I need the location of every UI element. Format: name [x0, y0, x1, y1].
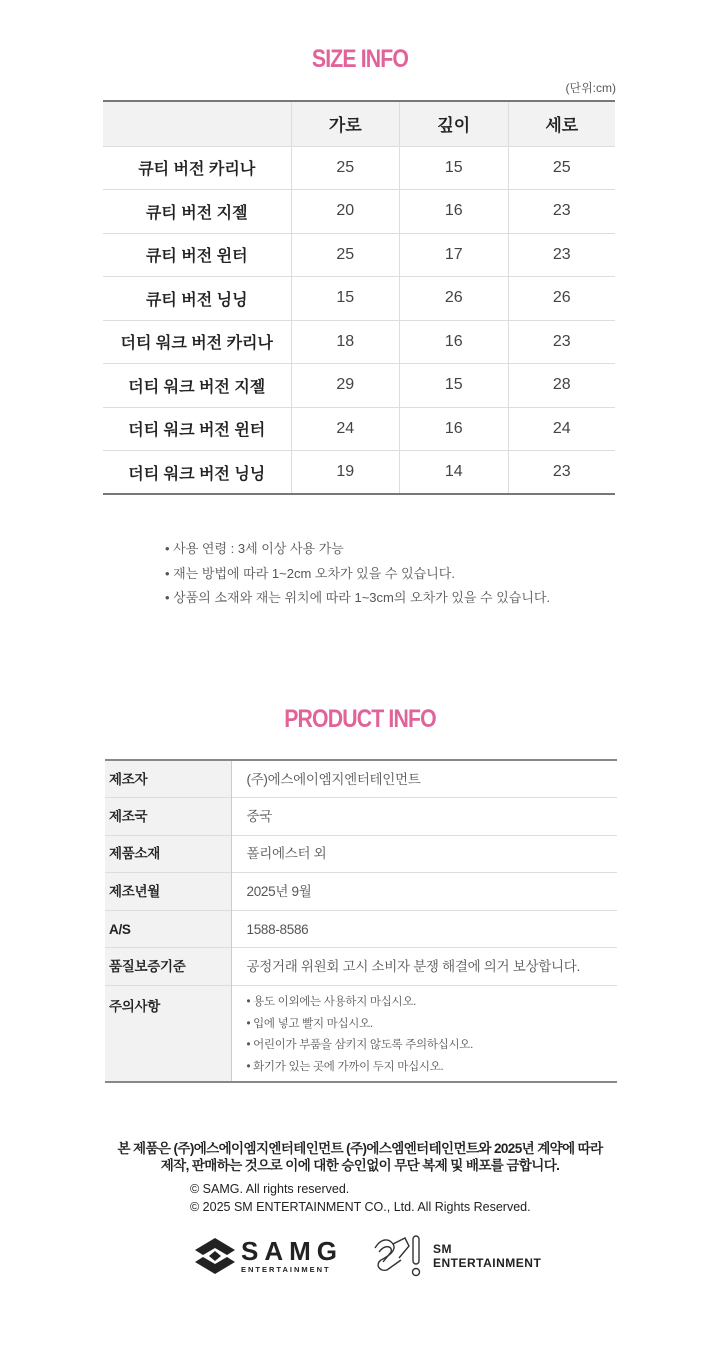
- caution-list: [247, 992, 618, 1078]
- caution-item: • 용도 이외에는 사용하지 마십시오.: [246, 996, 417, 1009]
- info-row: [105, 760, 617, 798]
- size-value: 15: [400, 146, 509, 190]
- size-value: 17: [400, 233, 509, 277]
- size-value: 24: [291, 407, 400, 451]
- copyright-line: © 2025 SM ENTERTAINMENT CO., Ltd. All Rights Reserved.: [190, 1200, 531, 1214]
- info-label: 제조년월: [105, 873, 231, 911]
- info-row: [105, 835, 617, 873]
- info-row: [105, 873, 617, 911]
- info-label: A/S: [105, 910, 231, 948]
- size-value: 28: [508, 364, 615, 408]
- caution-list-cell: [231, 986, 617, 1082]
- product-name: 큐티 버전 카리나: [103, 146, 291, 190]
- legal-notice: [0, 1140, 720, 1174]
- samg-logo-sub: ENTERTAINMENT: [241, 1265, 331, 1275]
- product-name: 더티 워크 버전 닝닝: [103, 451, 291, 495]
- info-row: [105, 910, 617, 948]
- footer: [0, 1140, 720, 1278]
- legal-line: 본 제품은 (주)에스에이엠지엔터테인먼트 (주)에스엠엔터테인먼트와 2025년 계약에 따라: [117, 1141, 603, 1156]
- product-info-table: [105, 759, 617, 1083]
- size-value: 19: [291, 451, 400, 495]
- note-item: • 상품의 소재와 재는 위치에 따라 1~3cm의 오차가 있을 수 있습니다.: [165, 590, 551, 605]
- table-row: [103, 233, 615, 277]
- size-value: 23: [508, 320, 615, 364]
- size-value: 26: [400, 277, 509, 321]
- info-row: [105, 948, 617, 986]
- info-label: 제조자: [105, 760, 231, 798]
- product-name: 큐티 버전 지젤: [103, 190, 291, 234]
- table-row: [103, 146, 615, 190]
- info-value: 중국: [231, 798, 617, 836]
- size-value: 18: [291, 320, 400, 364]
- unit-label: (단위:cm): [565, 81, 616, 95]
- info-value: 폴리에스터 외: [231, 835, 617, 873]
- info-label: 주의사항: [105, 986, 231, 1082]
- size-value: 25: [508, 146, 615, 190]
- samg-logo-text: SAMG: [241, 1236, 343, 1267]
- copyright-line: © SAMG. All rights reserved.: [190, 1182, 350, 1196]
- logos: [193, 1234, 541, 1278]
- table-row: [103, 407, 615, 451]
- info-label: 제조국: [105, 798, 231, 836]
- info-value: 1588-8586: [231, 910, 617, 948]
- caution-item: • 입에 넣고 빨지 마십시오.: [246, 1017, 373, 1030]
- size-value: 23: [508, 233, 615, 277]
- info-value: (주)에스에이엠지엔터테인먼트: [231, 760, 617, 798]
- samg-logo: [193, 1236, 343, 1276]
- product-name: 큐티 버전 윈터: [103, 233, 291, 277]
- size-notes: [165, 537, 550, 611]
- info-label: 품질보증기준: [105, 948, 231, 986]
- size-value: 14: [400, 451, 509, 495]
- size-info-title: SIZE INFO: [311, 45, 409, 73]
- caution-item: • 화기가 있는 곳에 가까이 두지 마십시오.: [246, 1060, 444, 1073]
- size-value: 16: [400, 407, 509, 451]
- legal-line: 제작, 판매하는 것으로 이에 대한 승인없이 무단 복제 및 배포를 금합니다.: [160, 1158, 560, 1173]
- size-value: 25: [291, 146, 400, 190]
- info-row-caution: [105, 986, 617, 1082]
- sm-logo-text: SM: [433, 1242, 452, 1256]
- size-value: 29: [291, 364, 400, 408]
- table-row: [103, 451, 615, 495]
- size-value: 16: [400, 190, 509, 234]
- product-name: 더티 워크 버전 카리나: [103, 320, 291, 364]
- size-value: 16: [400, 320, 509, 364]
- product-name: 더티 워크 버전 지젤: [103, 364, 291, 408]
- size-value: 24: [508, 407, 615, 451]
- table-row: [103, 364, 615, 408]
- size-value: 23: [508, 451, 615, 495]
- size-value: 23: [508, 190, 615, 234]
- info-row: [105, 798, 617, 836]
- column-header: 가로: [291, 101, 400, 146]
- sm-logo: [371, 1234, 541, 1278]
- table-row: [103, 190, 615, 234]
- note-item: • 사용 연령 : 3세 이상 사용 가능: [165, 541, 344, 556]
- info-value: 공정거래 위원회 고시 소비자 분쟁 해결에 의거 보상합니다.: [231, 948, 617, 986]
- size-value: 15: [400, 364, 509, 408]
- size-value: 25: [291, 233, 400, 277]
- table-row: [103, 320, 615, 364]
- copyright: [190, 1180, 531, 1216]
- column-header: [103, 101, 291, 146]
- product-name: 더티 워크 버전 윈터: [103, 407, 291, 451]
- column-header: 세로: [508, 101, 615, 146]
- size-value: 15: [291, 277, 400, 321]
- size-value: 20: [291, 190, 400, 234]
- table-row: [103, 277, 615, 321]
- size-value: 26: [508, 277, 615, 321]
- product-name: 큐티 버전 닝닝: [103, 277, 291, 321]
- note-item: • 재는 방법에 따라 1~2cm 오차가 있을 수 있습니다.: [165, 565, 455, 581]
- caution-item: • 어린이가 부품을 삼키지 않도록 주의하십시오.: [246, 1039, 473, 1052]
- product-info-title: PRODUCT INFO: [284, 705, 436, 733]
- info-value: 2025년 9월: [231, 873, 617, 911]
- column-header: 깊이: [400, 101, 509, 146]
- sm-logo-sub: ENTERTAINMENT: [433, 1256, 542, 1270]
- size-table: [103, 100, 615, 495]
- info-label: 제품소재: [105, 835, 231, 873]
